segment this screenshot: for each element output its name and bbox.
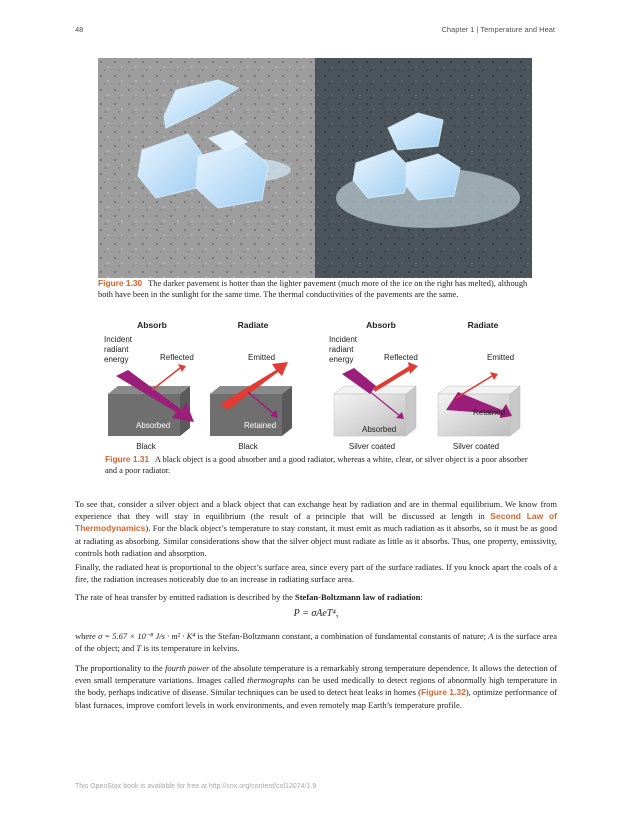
absorbed-label-3: Absorbed xyxy=(362,425,397,434)
bottom-label-4: Silver coated xyxy=(452,442,500,451)
thermographs-term: thermographs xyxy=(247,675,295,686)
p1-text-b: ). For the black object’s temperature to stay constant, it must emit as much radiation as it absorbs, so it must be as good at radiating as absorbing. Similar considerations show that the silver object must radiate as little as it absorbs. Thus, one property, emissivity, controls both radiation and absorption. xyxy=(75,523,557,558)
p5-text-a: The proportionality to the xyxy=(75,663,166,673)
reflected-label-1: Reflected xyxy=(160,353,194,362)
figure-1-30-ice-pavement-image xyxy=(98,58,532,278)
incident-label-3-line3: energy xyxy=(329,355,354,364)
stefan-boltzmann-term: Stefan-Boltzmann law of radiation xyxy=(294,592,421,602)
absorbed-label-1: Absorbed xyxy=(136,421,171,430)
second-law-link[interactable]: Second Law of Thermodynamics xyxy=(75,511,557,534)
header-radiate-2: Radiate xyxy=(467,320,499,330)
paragraph-constant-definition xyxy=(75,630,557,654)
footer-availability-note: This OpenStax book is available for free at http://cnx.org/content/col12074/1.9 xyxy=(75,783,317,790)
reflected-label-3: Reflected xyxy=(384,353,418,362)
retained-label-2: Retained xyxy=(244,421,277,430)
chapter-header: Chapter 1 | Temperature and Heat xyxy=(441,25,555,34)
paragraph-surface-area: Finally, the radiated heat is proportional to the object’s surface area, since every part of the surface radiates. If you knock apart the coals of a fire, the radiation increases noticeably due to an increase in radiating surface area. xyxy=(75,562,557,585)
area-symbol: A xyxy=(488,631,494,641)
figure-1-31-absorb-radiate-diagram xyxy=(98,318,532,454)
retained-label-4: Retained xyxy=(473,408,506,417)
p5-text-c: can be used medically to detect regions of abnormally high temperature in the body, perhaps indicative of disease. Similar techniques can be used to detect heat leaks in homes ( xyxy=(75,675,557,698)
p4-text-d: is its temperature in kelvins. xyxy=(141,643,240,654)
bottom-label-1: Black xyxy=(136,442,156,451)
bottom-label-3: Silver coated xyxy=(348,442,396,451)
p3-text-b: : xyxy=(420,592,423,602)
figure-1-31-caption-text: A black object is a good absorber and a good radiator, whereas a white, clear, or silver object is a poor absorber and a poor radiator. xyxy=(105,455,528,476)
p4-text-a: where xyxy=(75,631,98,641)
incident-label-1-line1: Incident xyxy=(104,335,133,344)
incident-label-3-line2: radiant xyxy=(329,345,354,354)
figure-1-30-caption-text: The darker pavement is hotter than the lighter pavement (much more of the ice on the right has melted), although both have been in the sunlight for the same time. The thermal conductivities of the pavements are the same. xyxy=(98,279,528,300)
figure-1-31-label: Figure 1.31 xyxy=(105,454,150,464)
p4-text-c: is the surface area of the object; and xyxy=(75,631,557,654)
figure-1-31-caption xyxy=(105,454,535,476)
emitted-label-2: Emitted xyxy=(248,353,276,362)
page-number: 48 xyxy=(75,25,84,34)
header-absorb-2: Absorb xyxy=(366,320,396,330)
fourth-power-term: fourth power xyxy=(165,663,210,673)
p1-text-a: To see that, consider a silver object and a black object that can exchange heat by radiation and are in thermal equilibrium. We know from experience that they will stay in equilibrium (the result of a principle that will be discussed at length in xyxy=(75,499,557,522)
p5-text-d: ), optimize performance of blast furnaces, improve comfort levels in work environments, and even remotely map Earth’s temperature profile. xyxy=(75,687,557,710)
incident-label-3-line1: Incident xyxy=(329,335,358,344)
incident-label-1-line3: energy xyxy=(104,355,129,364)
header-radiate-1: Radiate xyxy=(237,320,269,330)
temperature-symbol: T xyxy=(136,643,142,654)
figure-1-32-link[interactable]: Figure 1.32 xyxy=(420,687,466,698)
figure-1-30-label: Figure 1.30 xyxy=(98,278,143,288)
paragraph-fourth-power xyxy=(75,662,557,711)
bottom-label-2: Black xyxy=(238,442,258,451)
paragraph-equilibrium xyxy=(75,498,557,559)
emitted-label-4: Emitted xyxy=(487,353,515,362)
header-absorb-1: Absorb xyxy=(137,320,167,330)
stefan-boltzmann-equation: P = σAeT⁴, xyxy=(293,608,339,619)
figure-1-30-caption xyxy=(98,278,530,300)
p4-text-b: is the Stefan-Boltzmann constant, a combination of fundamental constants of nature; xyxy=(195,631,489,641)
paragraph-stefan-boltzmann-intro xyxy=(75,591,557,603)
sigma-value: σ = 5.67 × 10⁻⁸ J/s · m² · K⁴ xyxy=(97,631,196,641)
incident-label-1-line2: radiant xyxy=(104,345,129,354)
p5-text-b: of the absolute temperature is a remarkably strong temperature dependence. It allows the detection of even small temperature variations. Images called xyxy=(75,663,558,686)
p3-text-a: The rate of heat transfer by emitted radiation is described by the xyxy=(75,592,295,602)
